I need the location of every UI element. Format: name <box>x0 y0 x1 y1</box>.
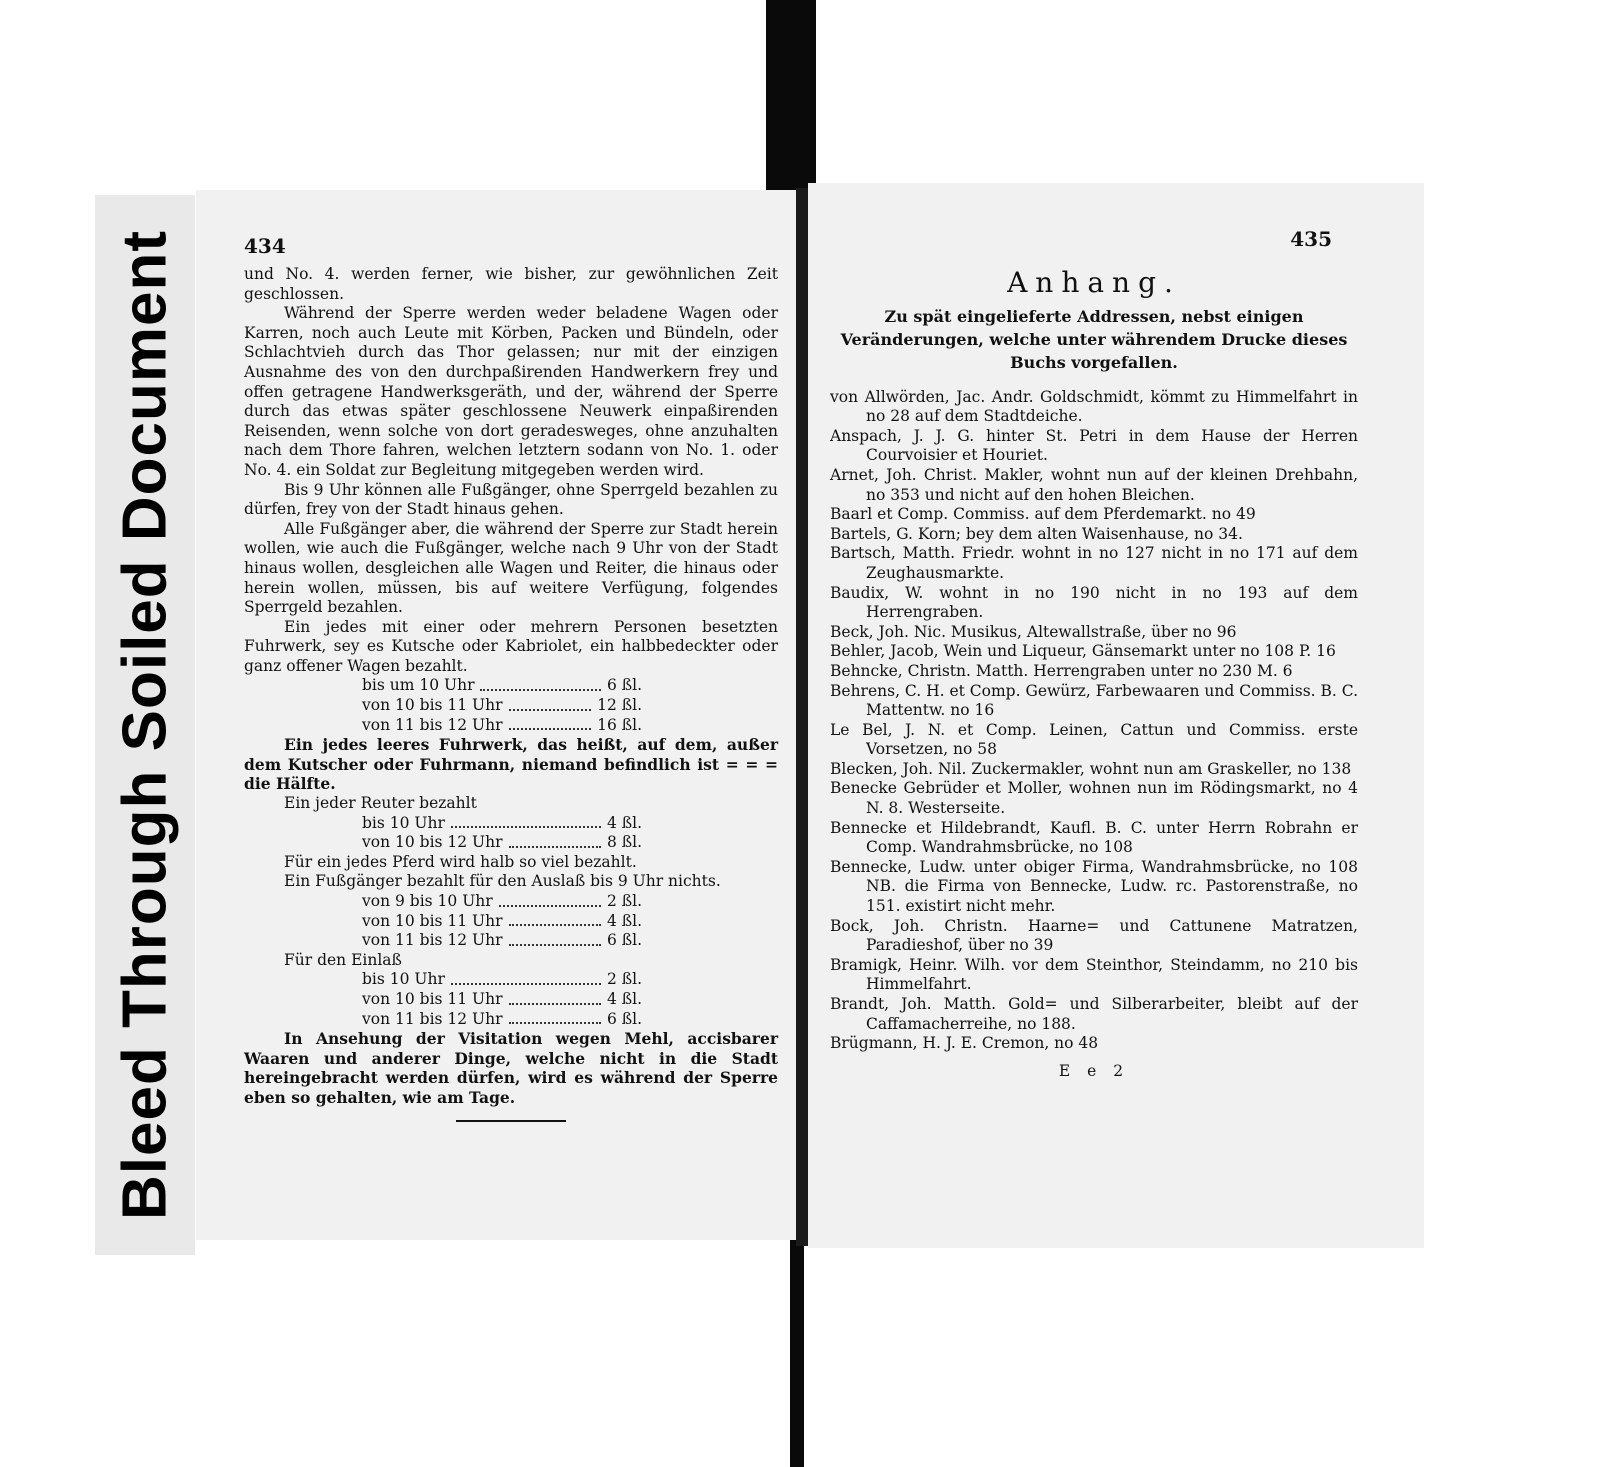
appendix-intro: Zu spät eingelieferte Addressen, nebst einigen Veränderungen, welche unter währendem Drucke dieses Buchs vorgefallen. <box>840 306 1348 372</box>
rate-label: von 10 bis 11 Uhr <box>362 989 503 1008</box>
entry-heading: Für den Einlaß <box>284 950 402 969</box>
address-entry: Behncke, Christn. Matth. Herrengraben unter no 230 M. 6 <box>830 661 1293 680</box>
rate-row <box>362 970 642 990</box>
address-entry: Arnet, Joh. Christ. Makler, wohnt nun auf der kleinen Drehbahn, no 353 und nicht auf den hohen Bleichen. <box>830 465 1358 504</box>
left-page <box>196 190 798 1240</box>
paragraph: und No. 4. werden ferner, wie bisher, zur gewöhnlichen Zeit geschlossen. <box>244 265 778 303</box>
paragraph: Alle Fußgänger aber, die während der Sperre zur Stadt herein wollen, wie auch die Fußgänger, welche nach 9 Uhr von der Stadt hinaus wollen, desgleichen alle Wagen und Reiter, die hinaus oder herein wollen, müssen, bis auf weitere Verfügung, folgendes Sperrgeld bezahlen. <box>244 519 778 617</box>
address-entry: Benecke Gebrüder et Moller, wohnen nun im Rödingsmarkt, no 4 N. 8. Westerseite. <box>830 779 1358 818</box>
rate-row <box>362 676 642 696</box>
left-page-number: 434 <box>244 234 286 258</box>
rate-table-out <box>362 892 778 951</box>
rate-value: 6 ßl. <box>606 931 642 950</box>
address-entry: Bennecke, Ludw. unter obiger Firma, Wandrahmsbrücke, no 108 NB. die Firma von Bennecke, Ludw. rc. Pastorenstraße, no 151. existirt nicht mehr. <box>830 857 1358 916</box>
address-entry: Bock, Joh. Christn. Haarne= und Cattunene Matratzen, Paradieshof, über no 39 <box>830 916 1358 955</box>
address-entry: Anspach, J. J. G. hinter St. Petri in dem Hause der Herren Courvoisier et Houriet. <box>830 426 1358 465</box>
rate-value: 4 ßl. <box>606 911 642 930</box>
rate-label: von 9 bis 10 Uhr <box>362 892 493 910</box>
empty-wagon-rule: Ein jedes leeres Fuhrwerk, das heißt, auf dem, außer dem Kutscher oder Fuhrmann, niemand befindlich ist = = = die Hälfte. <box>244 735 778 794</box>
rate-row <box>362 716 642 736</box>
rate-label: von 11 bis 12 Uhr <box>362 1009 503 1028</box>
rate-label: bis um 10 Uhr <box>362 676 475 695</box>
address-entry: Baudix, W. wohnt in no 190 nicht in no 193 auf dem Herrengraben. <box>830 583 1358 622</box>
rate-table-carriage <box>362 676 778 735</box>
paragraph: Ein jedes mit einer oder mehrern Personen besetzten Fuhrwerk, sey es Kutsche oder Kabriolet, ein halbbedeckter oder ganz offener Wagen bezahlt. <box>244 617 778 675</box>
address-entry: Blecken, Joh. Nil. Zuckermakler, wohnt nun am Graskeller, no 138 <box>830 759 1352 778</box>
right-page-text <box>830 266 1358 1081</box>
rate-value: 2 ßl. <box>606 970 642 989</box>
address-entry: Brügmann, H. J. E. Cremon, no 48 <box>830 1034 1099 1053</box>
rider-heading: Ein jeder Reuter bezahlt <box>284 794 477 813</box>
rate-row <box>362 931 642 951</box>
end-rule-divider <box>456 1120 566 1122</box>
side-label: Bleed Through Soiled Document <box>110 229 180 1221</box>
rate-label: von 10 bis 12 Uhr <box>362 833 503 852</box>
signature-mark: E e 2 <box>1058 1061 1130 1080</box>
address-entry: Le Bel, J. N. et Comp. Leinen, Cattun und Commiss. erste Vorsetzen, no 58 <box>830 720 1358 759</box>
rate-row <box>362 892 642 912</box>
address-entry: Behler, Jacob, Wein und Liqueur, Gänsemarkt unter no 108 P. 16 <box>830 642 1336 661</box>
rate-row <box>362 990 642 1010</box>
rate-table-rider <box>362 814 778 853</box>
appendix-title: Anhang. <box>1007 266 1181 299</box>
address-entry: Bartels, G. Korn; bey dem alten Waisenhause, no 34. <box>830 524 1243 543</box>
rate-label: von 11 bis 12 Uhr <box>362 931 503 950</box>
rate-row <box>362 833 642 853</box>
rate-row <box>362 1010 642 1030</box>
rate-label: bis 10 Uhr <box>362 813 445 832</box>
pedestrian-out-heading: Ein Fußgänger bezahlt für den Auslaß bis 9 Uhr nichts. <box>284 872 721 891</box>
closing-paragraph: In Ansehung der Visitation wegen Mehl, accisbarer Waaren und anderer Dinge, welche nicht in die Stadt hereingebracht werden dürfen, wird es während der Sperre eben so gehalten, wie am Tage. <box>244 1029 778 1107</box>
rate-row <box>362 814 642 834</box>
rate-value: 16 ßl. <box>597 715 642 734</box>
rate-value: 6 ßl. <box>606 676 642 695</box>
horse-note: Für ein jedes Pferd wird halb so viel bezahlt. <box>284 852 637 871</box>
rate-label: von 10 bis 11 Uhr <box>362 911 503 930</box>
rate-value: 4 ßl. <box>606 989 642 1008</box>
binding-spine-bottom <box>790 1240 804 1467</box>
right-page-number: 435 <box>1290 227 1332 251</box>
address-entry: Bartsch, Matth. Friedr. wohnt in no 127 nicht in no 171 auf dem Zeughausmarkte. <box>830 544 1358 582</box>
address-entry: Beck, Joh. Nic. Musikus, Altewallstraße, über no 96 <box>830 622 1237 641</box>
address-entry: Behrens, C. H. et Comp. Gewürz, Farbewaaren und Commiss. B. C. Mattentw. no 16 <box>830 681 1358 720</box>
binding-spine-top <box>766 0 816 190</box>
address-entry: Bennecke et Hildebrandt, Kaufl. B. C. unter Herrn Robrahn er Comp. Wandrahmsbrücke, no 108 <box>830 818 1358 857</box>
left-page-text <box>244 265 778 1108</box>
address-entry: Bramigk, Heinr. Wilh. vor dem Steinthor, Steindamm, no 210 bis Himmelfahrt. <box>830 955 1358 994</box>
rate-value: 12 ßl. <box>597 696 642 715</box>
rate-value: 4 ßl. <box>606 813 642 832</box>
rate-value: 8 ßl. <box>606 833 642 852</box>
rate-label: von 11 bis 12 Uhr <box>362 715 503 734</box>
rate-label: bis 10 Uhr <box>362 970 445 989</box>
address-entry: Baarl et Comp. Commiss. auf dem Pferdemarkt. no 49 <box>830 505 1256 524</box>
rate-row <box>362 912 642 932</box>
rate-row <box>362 696 642 716</box>
rate-label: von 10 bis 11 Uhr <box>362 696 503 715</box>
rate-table-in <box>362 970 778 1029</box>
rate-value: 2 ßl. <box>606 892 642 910</box>
rate-value: 6 ßl. <box>606 1009 642 1028</box>
right-page <box>808 183 1424 1248</box>
address-entry: von Allwörden, Jac. Andr. Goldschmidt, kömmt zu Himmelfahrt in no 28 auf dem Stadtdeiche. <box>830 387 1358 426</box>
paragraph: Während der Sperre werden weder beladene Wagen oder Karren, noch auch Leute mit Körben, Packen und Bündeln, oder Schlachtvieh durch das Thor gelassen; nur mit der einzigen Ausnahme des von den durchpaßirenden Handwerkern frey und offen getragene Handwerksgeräth, und der, während der Sperre durch das etwas später geschlossene Neuwerk einpaßirenden Reisenden, wenn solche von dort geradesweges, ohne anzuhalten nach dem Thore fahren, welchen letztern sodann von No. 1. oder No. 4. ein Soldat zur Begleitung mitgegeben werden wird. <box>244 304 778 479</box>
paragraph: Bis 9 Uhr können alle Fußgänger, ohne Sperrgeld bezahlen zu dürfen, frey von der Stadt hinaus gehen. <box>244 480 778 519</box>
address-entry: Brandt, Joh. Matth. Gold= und Silberarbeiter, bleibt auf der Caffamacherreihe, no 188. <box>830 995 1358 1033</box>
